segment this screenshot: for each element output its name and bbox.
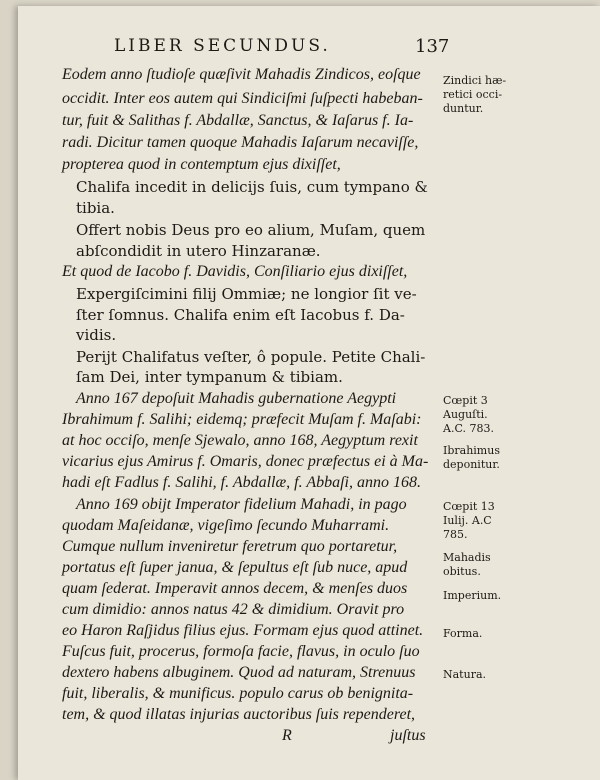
marginal-note: deponitur.: [443, 458, 500, 471]
text-line: Anno 169 obijt Imperator fidelium Mahadi, in pago: [76, 496, 407, 513]
verse-line: Perijt Chalifatus veſter, ô popule. Petite Chali-: [76, 348, 426, 366]
text-line: Anno 167 depoſuit Mahadis gubernatione Aegypti: [76, 390, 397, 407]
text-line: tem, & quod illatas injurias auctoribus ſuis rependeret,: [62, 706, 416, 723]
text-line: Ibrahimum f. Salihi; eidemq; præfecit Muſam f. Maſabi:: [62, 411, 422, 428]
text-line: Cumque nullum inveniretur feretrum quo portaretur,: [62, 538, 398, 555]
text-line: propterea quod in contemptum ejus dixiſſet,: [62, 156, 341, 173]
marginal-note: Natura.: [443, 668, 487, 681]
verse-line: Expergiſcimini filij Ommiæ; ne longior ſit ve-: [76, 285, 417, 303]
page-number: 137: [415, 36, 450, 57]
marginal-note: Cœpit 13: [443, 500, 495, 513]
marginal-note: retici occi-: [443, 88, 503, 101]
marginal-note: Auguſti.: [443, 408, 488, 421]
text-line: dextero habens albuginem. Quod ad naturam, Strenuus: [62, 664, 416, 681]
text-line: Et quod de Iacobo f. Davidis, Conſiliario ejus dixiſſet,: [62, 263, 408, 280]
text-line: tur, fuit & Salithas f. Abdallæ, Sanctus, & Iaſarus f. Ia-: [62, 112, 414, 129]
text-line: occidit. Inter eos autem qui Sindiciſmi ſuſpecti habeban-: [62, 90, 423, 107]
running-title: LIBER SECUNDUS.: [114, 36, 331, 56]
verse-line: vidis.: [76, 326, 117, 344]
catchword: juſtus: [390, 727, 426, 744]
marginal-note: duntur.: [443, 102, 484, 115]
text-line: cum dimidio: annos natus 42 & dimidium. Oravit pro: [62, 601, 405, 618]
verse-line: ſam Dei, inter tympanum & tibiam.: [76, 368, 343, 386]
signature-mark: R: [282, 727, 292, 744]
text-line: radi. Dicitur tamen quoque Mahadis Iaſarum necaviſſe,: [62, 134, 419, 151]
verse-line: Chalifa incedit in delicijs ſuis, cum tympano &: [76, 178, 428, 196]
text-line: vicarius ejus Amirus f. Omaris, donec præfectus ei à Ma-: [62, 453, 429, 470]
marginal-note: obitus.: [443, 565, 481, 578]
marginal-note: Zindici hæ-: [443, 74, 507, 87]
text-line: at hoc occiſo, menſe Sjewalo, anno 168, Aegyptum rexit: [62, 432, 418, 449]
marginal-note: Iulij. A.C: [443, 514, 492, 527]
text-line: portatus eſt ſuper janua, & ſepultus eſt ſub nuce, apud: [62, 559, 408, 576]
marginal-note: Forma.: [443, 627, 483, 640]
text-line: eo Haron Raſjidus filius ejus. Formam ejus quod attinet.: [62, 622, 424, 639]
verse-line: ſter ſomnus. Chalifa enim eſt Iacobus f. Da-: [76, 306, 405, 324]
marginal-note: Ibrahimus: [443, 444, 500, 457]
text-line: quodam Maſeidanæ, vigeſimo ſecundo Muharrami.: [62, 517, 390, 534]
verse-line: Offert nobis Deus pro eo alium, Muſam, quem: [76, 221, 426, 239]
text-line: Fuſcus fuit, procerus, formoſa facie, flavus, in oculo ſuo: [62, 643, 420, 660]
marginal-note: Cœpit 3: [443, 394, 488, 407]
marginal-note: Imperium.: [443, 589, 502, 602]
marginal-note: A.C. 783.: [443, 422, 494, 435]
marginal-note: Mahadis: [443, 551, 491, 564]
text-line: hadi eſt Fadlus f. Salihi, f. Abdallæ, f. Abbaſi, anno 168.: [62, 474, 421, 491]
text-line: fuit, liberalis, & munificus. populo carus ob benignita-: [62, 685, 414, 702]
verse-line: tibia.: [76, 199, 115, 217]
verse-line: abſcondidit in utero Hinzaranæ.: [76, 242, 321, 260]
book-page: [18, 6, 600, 780]
marginal-note: 785.: [443, 528, 468, 541]
text-line: Eodem anno ſtudioſe quæſivit Mahadis Zindicos, eoſque: [62, 66, 421, 83]
text-line: quam ſederat. Imperavit annos decem, & menſes duos: [62, 580, 408, 597]
